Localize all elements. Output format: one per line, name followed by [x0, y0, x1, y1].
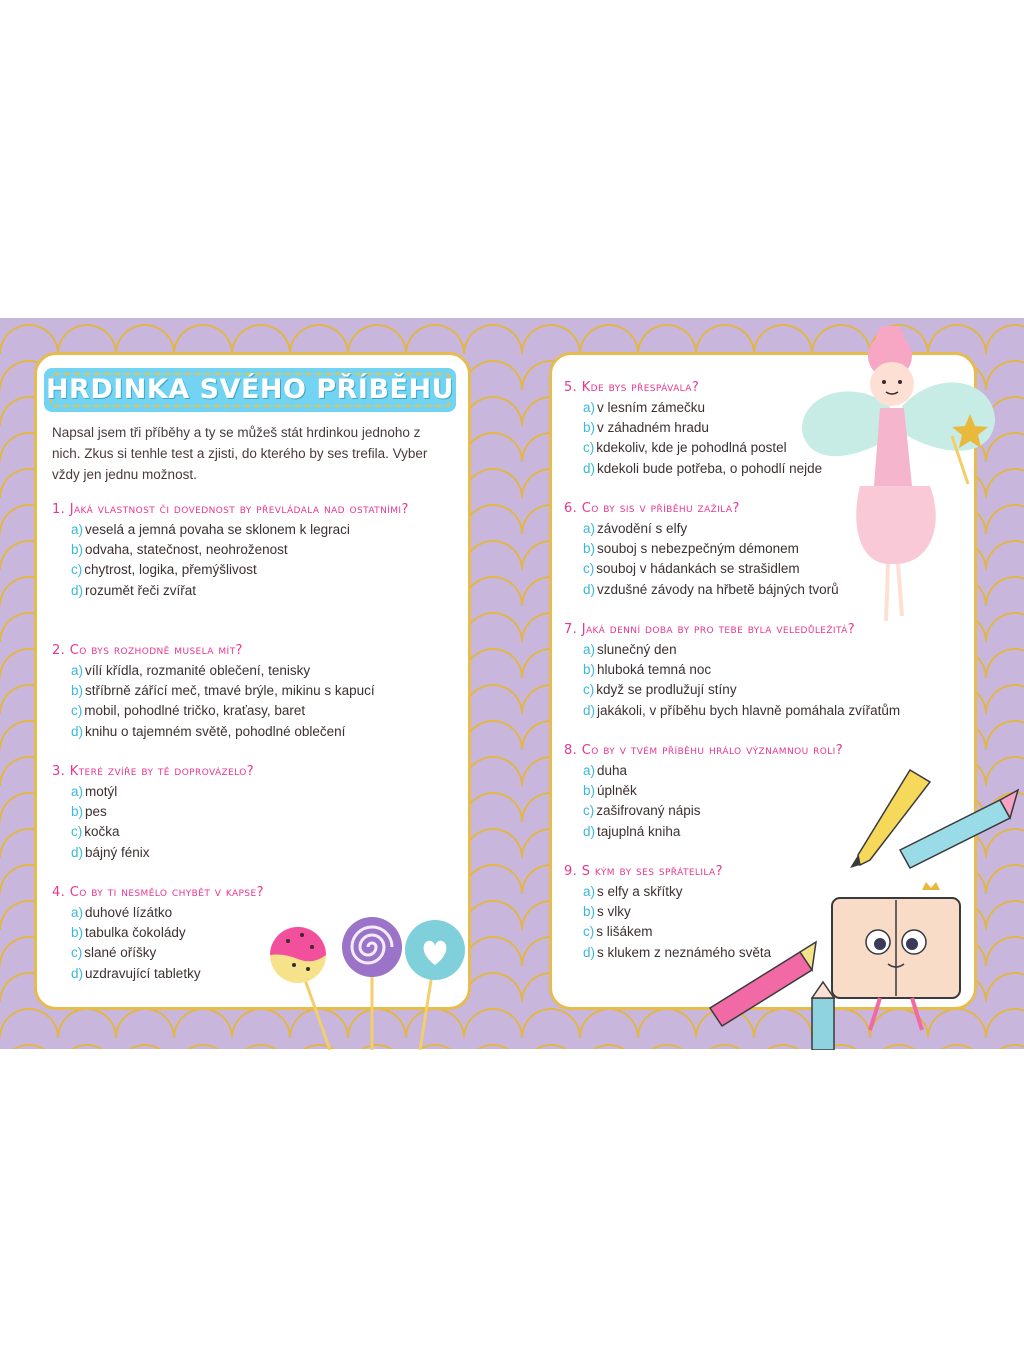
question-title: 9. S kým by ses spřátelila? [564, 864, 723, 879]
option-b[interactable]: b) hluboká temná noc [583, 662, 712, 678]
intro-text: Napsal jsem tři příběhy a ty se můžeš stát hrdinkou jednoho z nich. Zkus si tenhle test a zjisti, do kterého by ses trefila. Vyber vždy jen jednu možnost. [52, 425, 428, 482]
question-3 [52, 762, 452, 863]
option-a[interactable]: a) motýl [71, 784, 118, 799]
option-c[interactable]: c) když se prodlužují stíny [583, 682, 737, 698]
option-d[interactable]: d) jakákoli, v příběhu bych hlavně pomáhala zvířatům [583, 702, 901, 718]
option-list [564, 640, 974, 721]
option-a[interactable]: a) slunečný den [583, 642, 677, 657]
option-b[interactable]: b) tabulka čokolády [71, 925, 186, 941]
question-title: 5. Kde bys přespávala? [564, 380, 700, 395]
question-title: 1. Jaká vlastnost či dovednost by převládala nad ostatními? [52, 502, 409, 517]
pencils-icon [840, 760, 1020, 870]
question-title: 3. Které zvíře by tě doprovázelo? [52, 764, 255, 779]
option-a[interactable]: a) veselá a jemná povaha se sklonem k legraci [71, 522, 350, 537]
question-1 [52, 500, 452, 601]
fairy-icon [790, 326, 1005, 626]
option-d[interactable]: d) vzdušné závody na hřbetě bájných tvorů [583, 581, 839, 597]
option-b[interactable]: b) v záhadném hradu [583, 420, 709, 436]
option-list [52, 661, 452, 742]
option-d[interactable]: d) uzdravující tabletky [71, 965, 201, 981]
option-a[interactable]: a) v lesním zámečku [583, 400, 706, 415]
option-d[interactable]: d) bájný fénix [71, 844, 150, 860]
lollipop-heart-icon [405, 920, 465, 980]
question-title: 4. Co by ti nesmělo chybět v kapse? [52, 885, 264, 900]
page-title: HRDINKA SVÉHO PŘÍBĚHU [45, 374, 455, 405]
question-title: 6. Co by sis v příběhu zažila? [564, 501, 740, 516]
question-title: 8. Co by v tvém příběhu hrálo významnou roli? [564, 743, 843, 758]
option-c[interactable]: c) slané oříšky [71, 945, 157, 961]
option-a[interactable]: a) duhové lízátko [71, 905, 173, 920]
option-c[interactable]: c) mobil, pohodlné tričko, kraťasy, baret [71, 703, 306, 719]
option-a[interactable]: a) závodění s elfy [583, 521, 688, 536]
question-7 [564, 620, 974, 721]
option-list [52, 782, 452, 863]
question-title: 7. Jaká denní doba by pro tebe byla veledůležitá? [564, 622, 856, 637]
option-c[interactable]: c) s lišákem [583, 924, 653, 940]
lollipop-purple-swirl-icon [342, 917, 402, 977]
pencil-striped-icon [812, 982, 834, 1050]
option-d[interactable]: d) s klukem z neznámého světa [583, 944, 772, 960]
option-b[interactable]: b) souboj s nebezpečným démonem [583, 541, 799, 557]
question-2 [52, 641, 452, 742]
option-d[interactable]: d) tajuplná kniha [583, 823, 681, 839]
option-c[interactable]: c) chytrost, logika, přemýšlivost [71, 562, 257, 578]
option-c[interactable]: c) kdekoliv, kde je pohodlná postel [583, 440, 787, 456]
option-b[interactable]: b) pes [71, 804, 107, 820]
option-b[interactable]: b) s vlky [583, 904, 631, 920]
option-d[interactable]: d) kdekoli bude potřeba, o pohodlí nejde [583, 460, 823, 476]
option-d[interactable]: d) knihu o tajemném světě, pohodlné oblečení [71, 723, 346, 739]
lollipops-icon [268, 915, 468, 1050]
pencil-pink-icon [710, 942, 816, 1026]
question-title: 2. Co bys rozhodně musela mít? [52, 643, 243, 658]
option-a[interactable]: a) s elfy a skřítky [583, 884, 683, 899]
option-b[interactable]: b) úplněk [583, 783, 637, 799]
pencil-blue-icon [900, 790, 1018, 868]
option-list [52, 520, 452, 601]
option-d[interactable]: d) rozumět řeči zvířat [71, 582, 197, 598]
option-c[interactable]: c) souboj v hádankách se strašidlem [583, 561, 800, 577]
lollipop-pink-dotted-icon [270, 927, 326, 983]
option-a[interactable]: a) duha [583, 763, 628, 778]
option-b[interactable]: b) stříbrně zářící meč, tmavé brýle, mikinu s kapucí [71, 683, 375, 699]
option-a[interactable]: a) vílí křídla, rozmanité oblečení, tenisky [71, 663, 311, 678]
option-c[interactable]: c) kočka [71, 824, 120, 840]
book-character-icon [700, 880, 980, 1050]
option-b[interactable]: b) odvaha, statečnost, neohroženost [71, 542, 288, 558]
option-c[interactable]: c) zašifrovaný nápis [583, 803, 701, 819]
